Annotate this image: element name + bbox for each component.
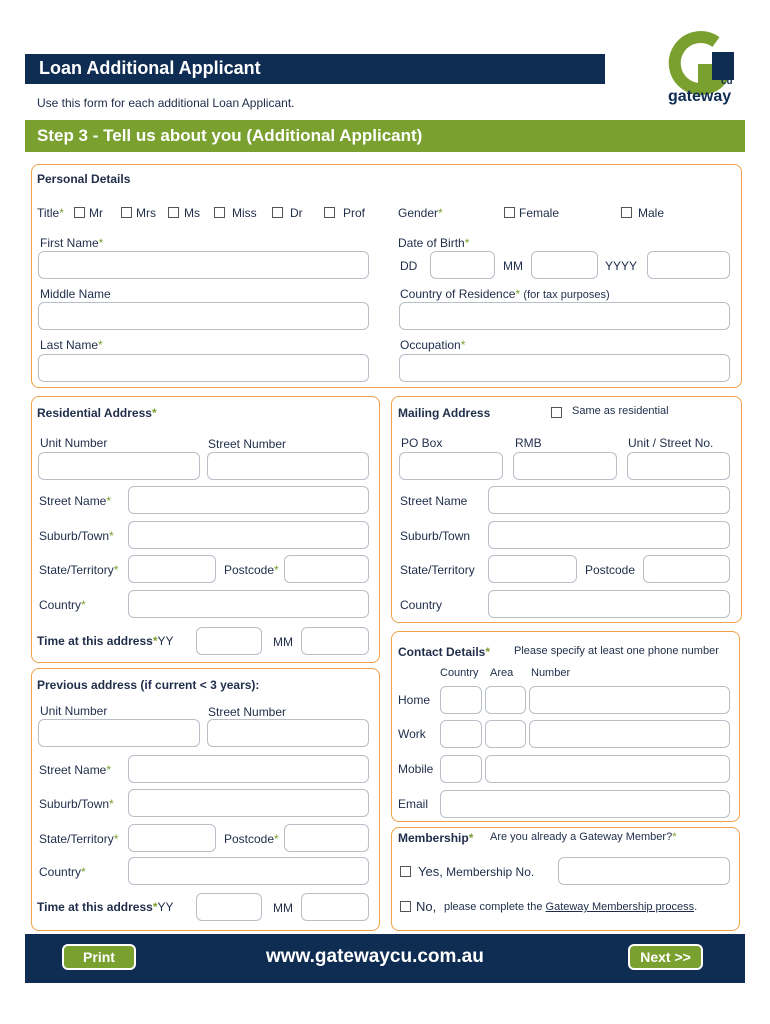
membership-yes-checkbox[interactable] [400,866,411,877]
work-label: Work [398,727,426,741]
logo-cu: cu [721,76,733,87]
res-unit-field[interactable] [38,452,200,480]
res-time-months-field[interactable] [301,627,369,655]
step-bar [25,120,745,152]
title-mr-label: Mr [89,206,103,220]
gender-female-checkbox[interactable] [504,207,515,218]
country-residence-field[interactable] [399,302,730,330]
prev-state-field[interactable] [128,824,216,852]
occupation-label: Occupation* [400,338,466,352]
gender-female-label: Female [519,206,560,220]
prev-street-name-field[interactable] [128,755,369,783]
print-button[interactable]: Print [62,944,136,970]
next-button[interactable]: Next >> [628,944,703,970]
res-postcode-field[interactable] [284,555,369,583]
mail-suburb-field[interactable] [488,521,730,549]
last-name-field[interactable] [38,354,369,382]
dob-mm-label: MM [503,259,523,273]
country-residence-label: Country of Residence* (for tax purposes) [400,287,610,301]
work-area-field[interactable] [485,720,526,748]
previous-heading: Previous address (if current < 3 years): [37,678,260,692]
dob-month-field[interactable] [531,251,598,279]
mailing-heading: Mailing Address [398,406,491,420]
step-title: Step 3 - Tell us about you (Additional Applicant) [37,126,423,145]
res-street-name-label: Street Name* [39,494,112,508]
mobile-label: Mobile [398,762,434,776]
prev-suburb-label: Suburb/Town* [39,797,114,811]
first-name-field[interactable] [38,251,369,279]
title-prof-checkbox[interactable] [324,207,335,218]
work-country-field[interactable] [440,720,482,748]
membership-yes-label: Yes, Membership No. [418,864,535,879]
prev-time-months-field[interactable] [301,893,369,921]
email-field[interactable] [440,790,730,818]
first-name-label: First Name* [40,236,104,250]
membership-question: Are you already a Gateway Member?* [490,831,677,843]
gender-male-checkbox[interactable] [621,207,632,218]
title-label: Title* [37,206,64,220]
prev-street-name-label: Street Name* [39,763,112,777]
mail-suburb-label: Suburb/Town [400,529,471,543]
prev-time-mm-label: MM [273,901,293,915]
mail-country-label: Country [400,598,443,612]
mobile-number-field[interactable] [485,755,730,783]
mail-postcode-field[interactable] [643,555,730,583]
title-mrs-label: Mrs [136,206,156,220]
prev-country-field[interactable] [128,857,369,885]
membership-number-field[interactable] [558,857,730,885]
dob-day-field[interactable] [430,251,495,279]
prev-postcode-field[interactable] [284,824,369,852]
res-street-name-field[interactable] [128,486,369,514]
home-number-field[interactable] [529,686,730,714]
mail-po-box-label: PO Box [401,436,443,450]
membership-no-checkbox[interactable] [400,901,411,912]
res-suburb-field[interactable] [128,521,369,549]
title-ms-checkbox[interactable] [168,207,179,218]
title-prof-label: Prof [343,206,366,220]
same-as-residential-label: Same as residential [572,405,669,417]
res-time-mm-label: MM [273,635,293,649]
res-country-label: Country* [39,598,86,612]
membership-no-label: No, [416,899,437,914]
mail-rmb-label: RMB [515,436,542,450]
mail-street-name-label: Street Name [400,494,468,508]
occupation-field[interactable] [399,354,730,382]
res-country-field[interactable] [128,590,369,618]
middle-name-field[interactable] [38,302,369,330]
title-miss-label: Miss [232,206,257,220]
contact-heading: Contact Details* [398,645,491,659]
title-mr-checkbox[interactable] [74,207,85,218]
res-state-field[interactable] [128,555,216,583]
dob-year-field[interactable] [647,251,730,279]
col-number-label: Number [531,667,571,679]
res-suburb-label: Suburb/Town* [39,529,114,543]
prev-country-label: Country* [39,865,86,879]
res-postcode-label: Postcode* [224,563,279,577]
prev-state-label: State/Territory* [39,832,119,846]
form-subtitle: Use this form for each additional Loan Applicant. [37,96,295,110]
dob-label: Date of Birth* [398,236,470,250]
membership-heading: Membership* [398,831,474,845]
gender-label: Gender* [398,206,443,220]
title-ms-label: Ms [184,206,200,220]
prev-time-years-field[interactable] [196,893,262,921]
mail-state-field[interactable] [488,555,577,583]
mail-street-name-field[interactable] [488,486,730,514]
website-url: www.gatewaycu.com.au [266,946,484,967]
form-title: Loan Additional Applicant [39,58,261,78]
title-bar [25,54,605,84]
home-label: Home [398,693,431,707]
col-country-label: Country [440,667,479,679]
col-area-label: Area [490,667,514,679]
res-time-label: Time at this address*YY [37,634,174,648]
res-time-years-field[interactable] [196,627,262,655]
prev-street-number-label: Street Number [208,705,287,719]
res-unit-label: Unit Number [40,436,108,450]
dob-yyyy-label: YYYY [605,259,638,273]
logo-text: gateway [668,88,732,105]
middle-name-label: Middle Name [40,287,111,301]
prev-time-label: Time at this address*YY [37,900,174,914]
res-street-number-label: Street Number [208,437,287,451]
prev-street-number-field[interactable] [207,719,369,747]
email-label: Email [398,797,429,811]
home-area-field[interactable] [485,686,526,714]
gateway-membership-link[interactable]: Gateway Membership process [545,901,695,913]
membership-no-text: please complete the Gateway Membership process. [444,901,698,913]
prev-unit-field[interactable] [38,719,200,747]
gender-male-label: Male [638,206,665,220]
mail-po-box-field[interactable] [399,452,503,480]
mail-country-field[interactable] [488,590,730,618]
title-miss-checkbox[interactable] [214,207,225,218]
mail-state-label: State/Territory [400,563,475,577]
res-state-label: State/Territory* [39,563,119,577]
title-dr-label: Dr [290,206,303,220]
title-dr-checkbox[interactable] [272,207,283,218]
mail-postcode-label: Postcode [585,563,636,577]
same-as-residential-checkbox[interactable] [551,407,562,418]
mail-unit-street-label: Unit / Street No. [628,436,714,450]
res-street-number-field[interactable] [207,452,369,480]
prev-postcode-label: Postcode* [224,832,279,846]
personal-details-heading: Personal Details [37,172,131,186]
dob-dd-label: DD [400,259,418,273]
residential-heading: Residential Address* [37,406,157,420]
mail-rmb-field[interactable] [513,452,617,480]
mobile-country-field[interactable] [440,755,482,783]
gateway-logo [664,30,744,108]
prev-unit-label: Unit Number [40,704,108,718]
prev-suburb-field[interactable] [128,789,369,817]
contact-note: Please specify at least one phone number [514,645,719,657]
title-mrs-checkbox[interactable] [121,207,132,218]
work-number-field[interactable] [529,720,730,748]
last-name-label: Last Name* [40,338,103,352]
mail-unit-street-field[interactable] [627,452,730,480]
home-country-field[interactable] [440,686,482,714]
